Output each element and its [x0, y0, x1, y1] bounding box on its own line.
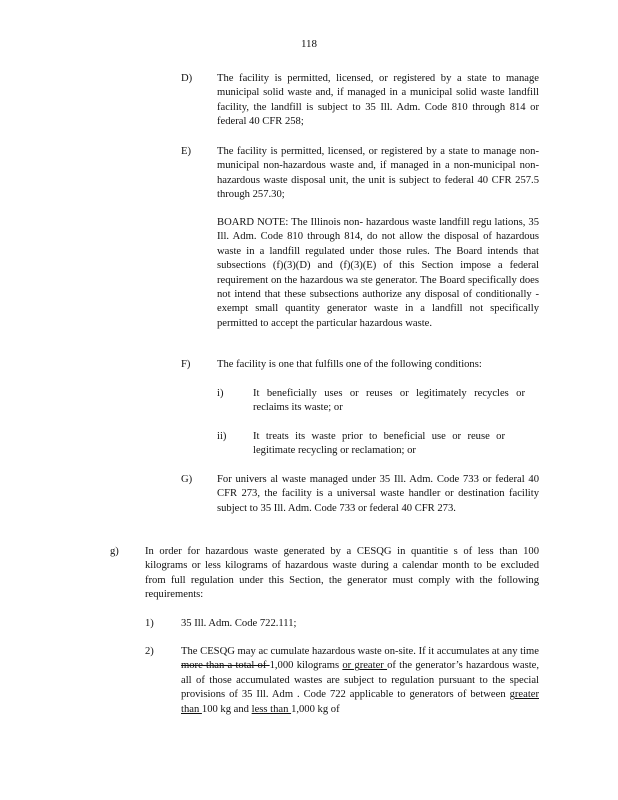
list-item-g-lower: [0, 545, 618, 605]
list-item-2: [0, 645, 618, 721]
list-item-1: [0, 617, 618, 633]
sub-item-ii: [0, 430, 618, 460]
item-text: [181, 645, 539, 717]
inserted-text: less than: [251, 703, 292, 715]
item-text: The facility is permitted, licensed, or registered by a state to manage non-municipal non-hazardous waste and, if managed in a non-municipal non-hazardous waste disposal unit, the unit is subject to federal 40 CFR 257.5 through 257.30;: [217, 146, 539, 201]
item-text: It treats its waste prior to beneficial use or reuse or legitimate recycling or reclamation; or: [253, 431, 505, 457]
text-segment: 1,000 kilograms: [269, 660, 343, 672]
item-label: ii): [217, 431, 227, 442]
inserted-text: greater than: [181, 689, 539, 715]
item-text: 35 Ill. Adm. Code 722.111;: [181, 618, 297, 629]
item-label: g): [110, 546, 119, 557]
item-label: F): [181, 359, 191, 370]
board-note: [0, 216, 618, 346]
sub-item-i: [0, 387, 618, 417]
inserted-text: or greater: [342, 660, 388, 672]
item-label: 1): [145, 618, 154, 629]
item-text: In order for hazardous waste generated by a CESQG in quantitie s of less than 100 kilograms or less kilograms of hazardous waste during a calendar month to be excluded from full regulation under this Section, the generator must comply with the following requirements:: [145, 546, 539, 601]
item-label: E): [181, 146, 191, 157]
item-label: 2): [145, 646, 154, 657]
text-segment: The CESQG may ac cumulate hazardous waste on-site. If it accumulates at any time: [181, 646, 539, 657]
list-item-d: [0, 72, 618, 132]
struck-text: more than a total of: [181, 660, 270, 672]
page-number: 118: [300, 38, 318, 50]
text-segment: of the generator’s hazardous waste, all of those accumulated wastes are subject to regulation pursuant to the special provisions of 35 Ill. Adm . Code 722 applicable to generators of between: [181, 660, 539, 701]
item-text: It beneficially uses or reuses or legitimately recycles or reclaims its waste; or: [253, 388, 525, 414]
item-text: For univers al waste managed under 35 Ill. Adm. Code 733 or federal 40 CFR 273, the facility is a universal waste handler or destination facility subject to 35 Ill. Adm. Code 733 or federal 40 CFR 273.: [217, 474, 539, 514]
item-label: i): [217, 388, 224, 399]
list-item-f: [0, 358, 618, 374]
list-item-g-upper: [0, 473, 618, 533]
text-segment: 100 kg and: [201, 703, 252, 715]
item-text: The facility is one that fulfills one of the following conditions:: [217, 359, 482, 370]
item-label: G): [181, 474, 193, 485]
list-item-e: [0, 145, 618, 205]
text-segment: 1,000 kg of: [291, 703, 340, 715]
item-text: The facility is permitted, licensed, or registered by a state to manage municipal solid waste and, if managed in a municipal solid waste landfill facility, the landfill is subject to 35 Ill. Adm. Code 810 through 814 or federal 40 CFR 258;: [217, 73, 539, 128]
board-note-text: BOARD NOTE: The Illinois non- hazardous waste landfill regu lations, 35 Ill. Adm. Code 810 through 814, do not allow the disposal of hazardous waste in a landfill regulated under those rules. The Board intends that subsections (f)(3)(D) and (f)(3)(E) of this Section impose a federal requirement on the hazardous wa ste generator. The Board specifically does not intend that these subsections authorize any disposal of conditionally -exempt small quantity generator waste in a landfill not specifically permitted to accept the particular hazardous waste.: [217, 217, 539, 329]
item-label: D): [181, 73, 193, 84]
